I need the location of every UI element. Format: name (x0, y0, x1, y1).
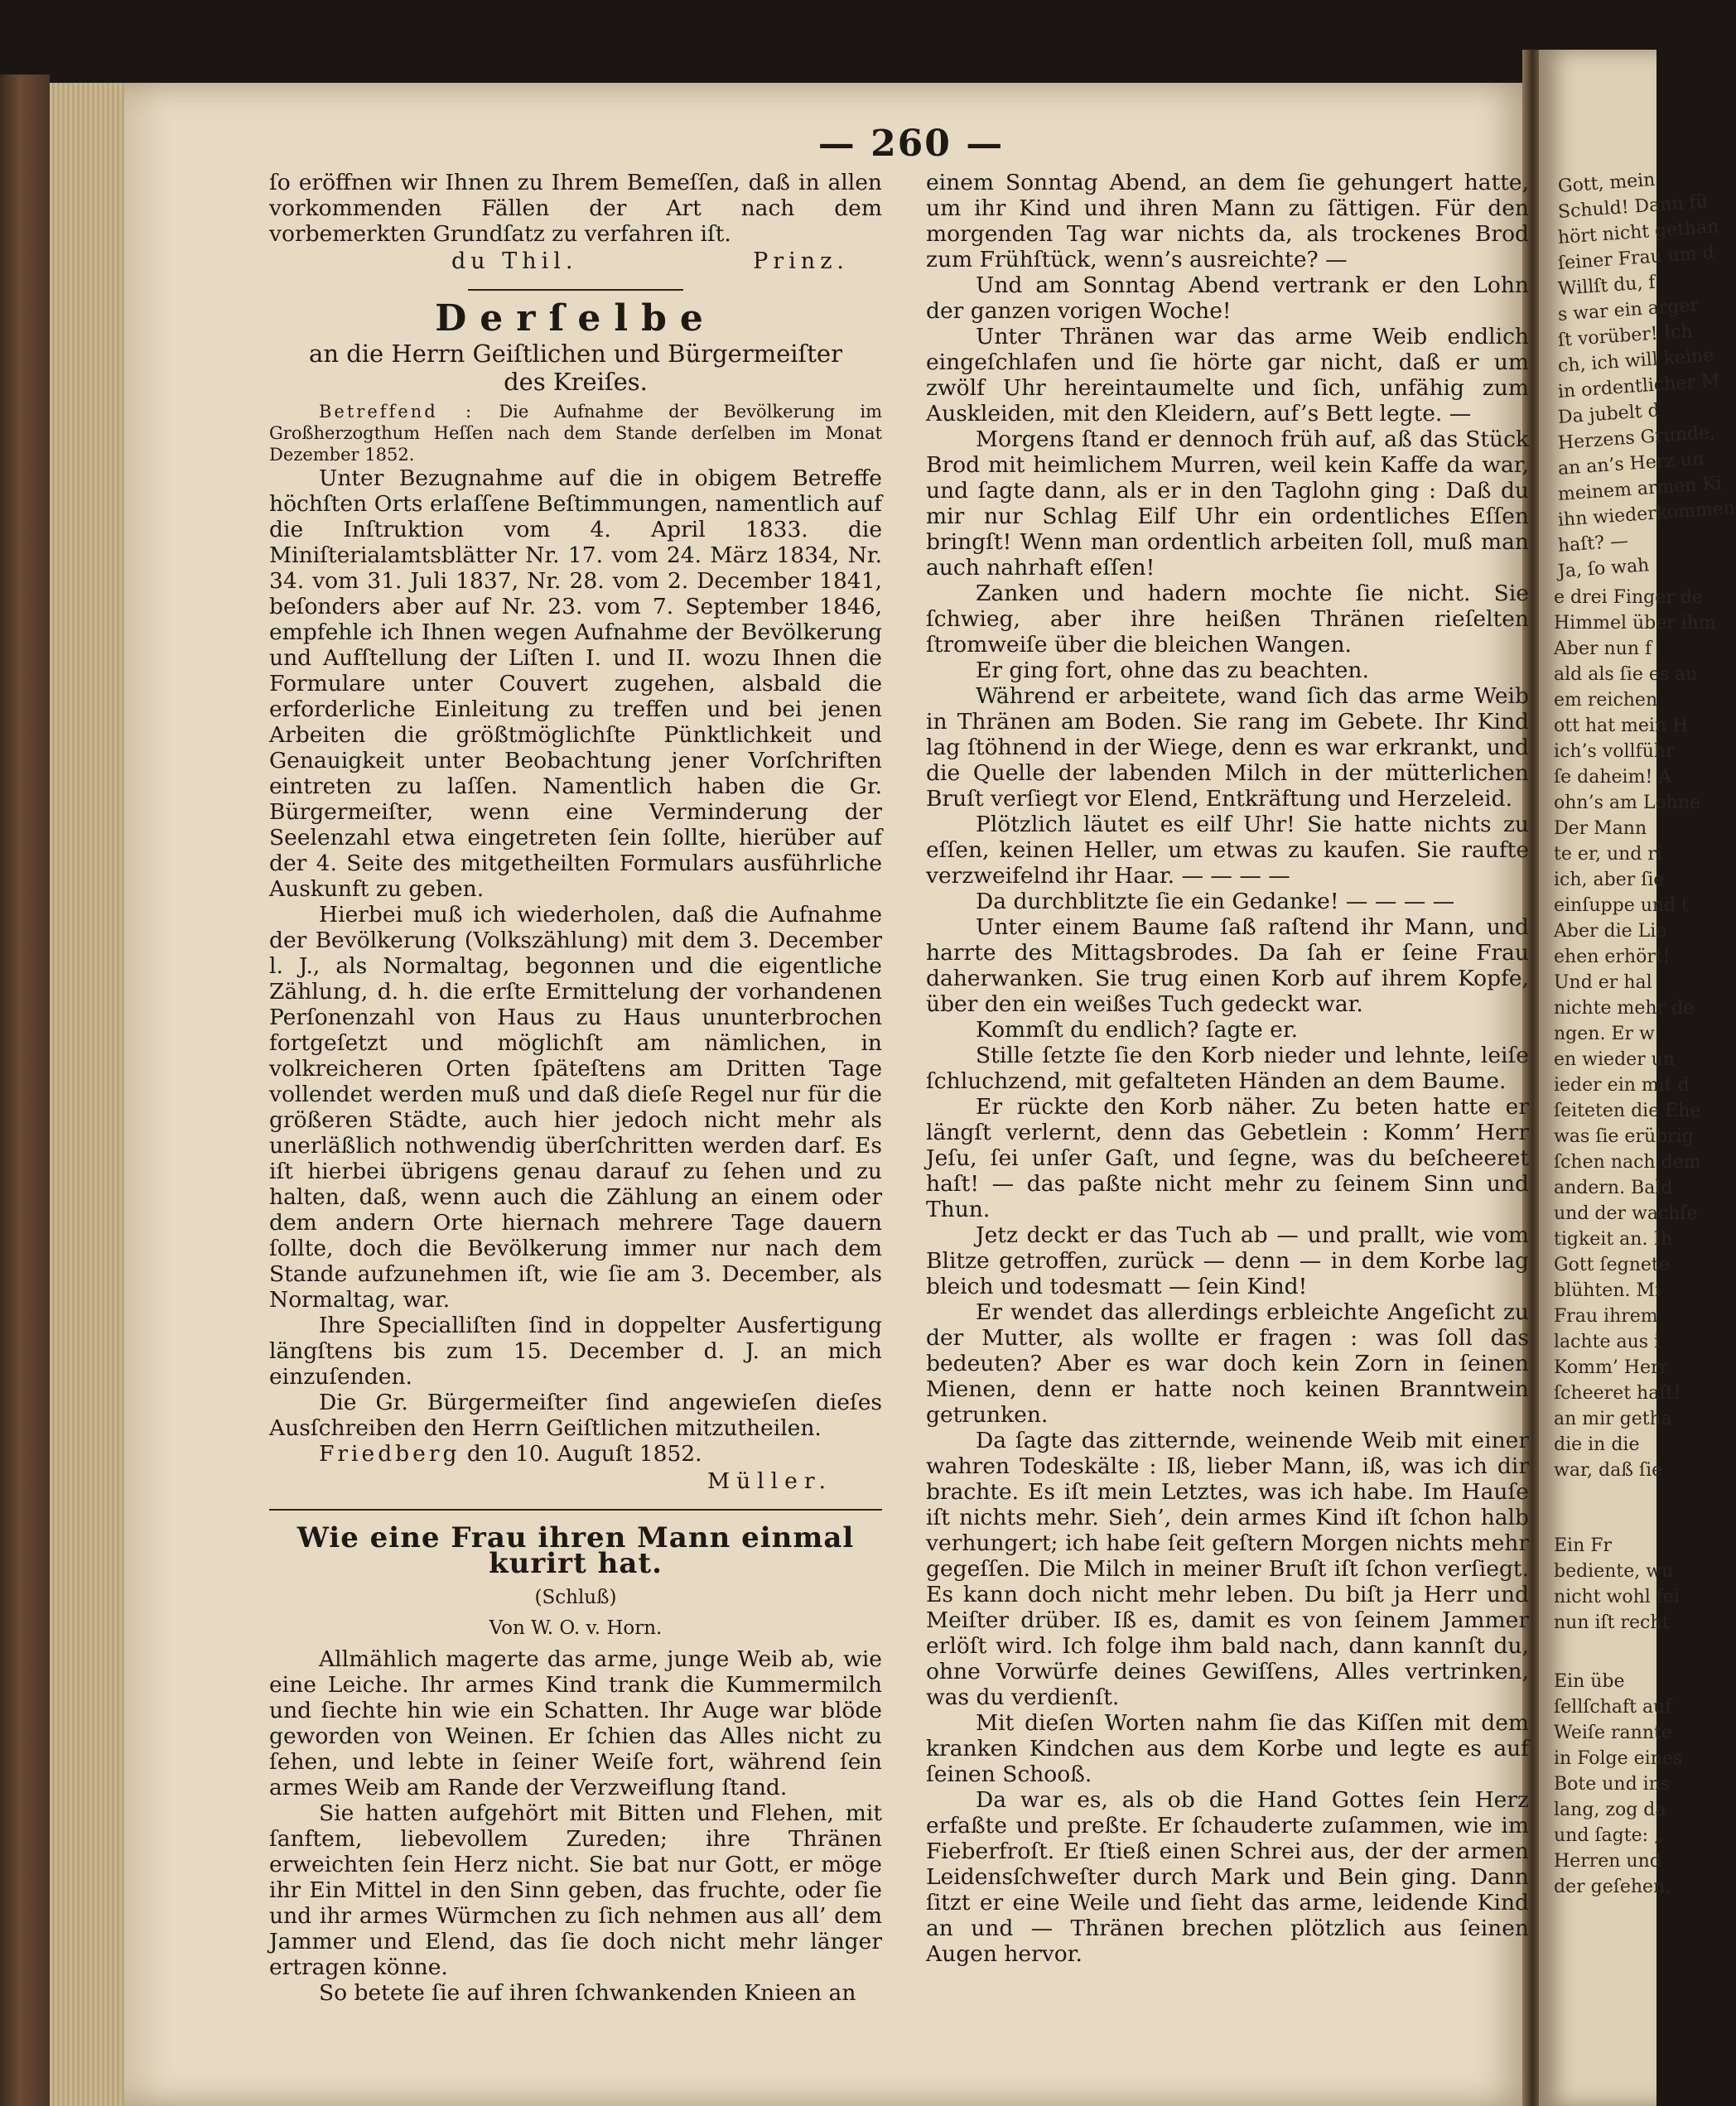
paragraph: Unter einem Baume ſaß raſtend ihr Mann, und harrte des Mittagsbrodes. Da ſah er ſeine Frau daherwanken. Sie trug einen Korb auf ihrem Kopfe, über den ein weißes Tuch gedeckt war. (926, 914, 1529, 1017)
paragraph: Morgens ſtand er dennoch früh auf, aß das Stück Brod mit heimlichem Murren, weil kein Kaffe da war, und ſagte dann, als er in den Taglohn ging : Daß du mir nur Schlag Eilf Uhr ein ordentliches Eſſen bringſt! Wenn man ordentlich arbeiten ſoll, muß man auch nahrhaft eſſen! (926, 427, 1529, 581)
next-page-fragment: Komm’ Herr (1554, 1357, 1669, 1378)
next-page-fragment: andern. Bald (1554, 1178, 1673, 1198)
paragraph: Während er arbeitete, wand ſich das arme Weib in Thränen am Boden. Sie rang im Gebete. Ihr Kind lag ſtöhnend in der Wiege, denn es war erkrankt, und die Quelle der labenden Milch in der mütterlichen Bruſt verſiegt vor Elend, Entkräftung und Herzeleid. (926, 683, 1529, 812)
next-page-fragment: einſuppe und t (1554, 895, 1689, 916)
next-page-fragment: ſeiteten die Ehe (1554, 1101, 1701, 1121)
next-page-fragment: und der wachſe (1554, 1203, 1698, 1224)
next-page-fragment: e drei Finger de (1554, 587, 1703, 608)
next-page-fragment: Frau ihrem (1554, 1306, 1658, 1327)
paragraph: Da durchblitzte ſie ein Gedanke! — — — — (976, 889, 1455, 914)
next-page-strip (1539, 50, 1736, 2106)
next-page-fragment: ch, ich will keine (1557, 345, 1715, 377)
story-note: (Schluß) (534, 1587, 617, 1608)
paragraph: Da ſagte das zitternde, weinende Weib mit einer wahren Todeskälte : Iß, lieber Mann, iß, was ich dir brachte. Es iſt mein Letztes, was ich habe. Im Hauſe iſt nichts mehr. Sieh’, dein armes Kind iſt ſchon halb verhungert; ich habe ſeit geſtern Morgen nichts mehr gegeſſen. Die Milch in meiner Bruſt iſt ſchon verſiegt. Es kann doch nicht mehr leben. Du biſt ja Herr und Meiſter drüber. Iß es, damit es von ſeinem Jammer erlöſt wird. Ich folge ihm bald nach, dann kannſt du, ohne Vorwürfe deines Gewiſſens, Alles vertrinken, was du verdienſt. (926, 1428, 1529, 1710)
next-page-fragment: Ja, ſo wah (1557, 555, 1651, 582)
next-page-fragment: ohn’s am Lohne (1554, 793, 1701, 813)
next-page-fragment: ott hat mein H (1554, 716, 1689, 736)
next-page-fragment: Willſt du, f (1557, 272, 1656, 300)
paragraph: einem Sonntag Abend, an dem ſie gehungert hatte, um ihr Kind und ihren Mann zu ſättigen. Für den morgenden Tag war nichts da, als trockenes Brod zum Frühſtück, wenn’s ausreichte? — (926, 170, 1529, 272)
divider (468, 289, 683, 291)
next-page-fragment: te er, und ri (1554, 844, 1662, 865)
signature-left: du Thil. (451, 248, 578, 274)
paragraph: Unter Thränen war das arme Weib endlich eingeſchlafen und ſie hörte gar nicht, daß er um zwölf Uhr hereintaumelte und ſich, unfähig zum Auskleiden, mit den Kleidern, auf’s Bett legte. — (926, 324, 1529, 427)
paragraph: Stille ſetzte ſie den Korb nieder und lehnte, leiſe ſchluchzend, mit gefalteten Händen an dem Baume. (926, 1043, 1529, 1094)
signature-line (269, 248, 882, 274)
date-line (269, 1441, 882, 1467)
date: den 10. Auguſt 1852. (466, 1441, 702, 1467)
next-page-fragment: ich, aber ſie (1554, 870, 1665, 890)
next-page-fragment: hört nicht gethan (1557, 216, 1720, 248)
signer: Müller. (706, 1468, 832, 1494)
next-page-fragment: ich’s vollführ (1554, 741, 1675, 762)
story-title: Wie eine Frau ihren Mann einmal kurirt hat. (297, 1521, 855, 1580)
next-page-fragment: ihn wiederkommen (1557, 498, 1736, 531)
next-page-fragment: nicht wohl fei (1554, 1587, 1681, 1607)
next-page-fragment: Schuld! Dann fü (1557, 191, 1709, 223)
paragraph: Unter Bezugnahme auf die in obigem Betreffe höchſten Orts erlaſſene Beſtimmungen, namentlich auf die Inſtruktion vom 4. April 1833. die Miniſterialamtsblätter Nr. 17. vom 24. März 1834, Nr. 34. vom 31. Juli 1837, Nr. 28. vom 2. December 1841, beſonders aber auf Nr. 23. vom 7. September 1846, empfehle ich Ihnen wegen Aufnahme der Bevölkerung und Aufſtellung der Liſten I. und II. wozu Ihnen die Formulare unter Couvert zugehen, alsbald die erforderliche Einleitung zu treffen und bei jenen Arbeiten die größtmöglichſte Pünktlichkeit und Genauigkeit unter Beobachtung jener Vorſchriften eintreten zu laſſen. Namentlich haben die Gr. Bürgermeiſter, wenn eine Verminderung der Seelenzahl etwa eingetreten ſein ſollte, hierüber auf der 4. Seite des mitgetheilten Formulars ausführliche Auskunft zu geben. (269, 465, 882, 902)
book-spine (0, 75, 50, 2106)
subject-label: Betreffend : (319, 402, 475, 422)
next-page-fragment: s war ein arger (1557, 295, 1700, 325)
next-page-fragment: ald als ſie es au (1554, 664, 1698, 685)
next-page-fragment: tigkeit an. Ih (1554, 1229, 1673, 1250)
signature-right: Prinz. (753, 248, 849, 274)
next-page-fragment: in Folge eines (1554, 1748, 1683, 1769)
next-page-fragment: ehen erhört! (1554, 947, 1671, 967)
next-page-fragment: nun iſt recht (1554, 1612, 1670, 1633)
next-page-fragment: ſeiner Frau um d (1557, 242, 1715, 274)
paragraph: Da war es, als ob die Hand Gottes ſein Herz erfaßte und preßte. Er ſchauderte zuſammen, wie im Fieberfroſt. Er ſtieß einen Schrei aus, der der armen Leidensſchweſter durch Mark und Bein ging. Dann ſitzt er eine Weile und ſieht das arme, leidende Kind an und — Thränen brechen plötzlich aus ſeinen Augen hervor. (926, 1787, 1529, 1967)
next-page-fragment: und ſagte: „ (1554, 1825, 1664, 1846)
next-page-fragment: ſchen nach dem (1554, 1152, 1701, 1173)
next-page-fragment: haſt? — (1557, 531, 1629, 557)
place-name: Friedberg (319, 1441, 461, 1467)
paragraph: Er rückte den Korb näher. Zu beten hatte er längſt verlernt, denn das Gebetlein : Komm’ Herr Jeſu, ſei unſer Gaſt, und ſegne, was du beſcheeret haſt! — das paßte nicht mehr zu ſeinem Sinn und Thun. (926, 1094, 1529, 1222)
next-page-fragment: ſe daheim! A (1554, 767, 1672, 788)
next-page-fragment: meinem armen Ki (1557, 473, 1723, 505)
next-page-fragment: was ſie erübrig (1554, 1126, 1694, 1147)
paragraph: Die Gr. Bürgermeiſter ſind angewieſen dieſes Ausſchreiben den Herrn Geiſtlichen mitzutheilen. (269, 1390, 882, 1441)
right-column (926, 170, 1529, 1967)
subject-text: Die Aufnahme der Bevölkerung im Großherzogthum Heſſen nach dem Stande derſelben im Monat Dezember 1852. (269, 402, 882, 465)
next-page-fragment: Da jubelt d (1557, 400, 1661, 428)
next-page-fragment: Himmel über ihm (1554, 613, 1716, 634)
paragraph: Jetz deckt er das Tuch ab — und prallt, wie vom Blitze getroffen, zurück — denn — in dem Korbe lag bleich und todesmatt — ſein Kind! (926, 1222, 1529, 1299)
next-page-fragment: war, daß ſie (1554, 1460, 1663, 1481)
next-page-fragment: bediente, wu (1554, 1561, 1674, 1582)
next-page-fragment: Und er hal (1554, 972, 1652, 993)
paragraph: Kommſt du endlich? ſagte er. (976, 1017, 1299, 1043)
next-page-fragment: der geſehen. (1554, 1877, 1671, 1897)
next-page-fragment: nichte mehr de (1554, 998, 1695, 1019)
next-page-fragment: Bote und ins (1554, 1774, 1671, 1795)
paragraph: Ihre Specialliſten ſind in doppelter Ausfertigung längſtens bis zum 15. December d. J. an mich einzuſenden. (269, 1313, 882, 1390)
next-page-fragment: Herren und (1554, 1851, 1661, 1872)
divider (269, 1509, 882, 1511)
next-page-fragment: Aber die Lie (1554, 921, 1667, 942)
next-page-fragment: in ordentlicher M (1557, 370, 1721, 402)
page-number: — 260 — (817, 123, 1005, 165)
next-page-fragment: em reichen (1554, 690, 1658, 711)
next-page-fragment: lang, zog da (1554, 1800, 1666, 1820)
section-heading: Derſelbe (435, 297, 716, 340)
next-page-fragment: ieder ein mit d (1554, 1075, 1690, 1096)
next-page-fragment: die in die (1554, 1434, 1640, 1455)
next-page-fragment: an mir getha (1554, 1409, 1672, 1429)
next-page-fragment: ſt vorüber! Ich (1557, 320, 1694, 351)
story-author: Von W. O. v. Horn. (489, 1617, 663, 1639)
section-subtitle: an die Herrn Geiſtlichen und Bürgermeiſter des Kreiſes. (309, 340, 842, 396)
paragraph: Zanken und hadern mochte ſie nicht. Sie ſchwieg, aber ihre heißen Thränen rieſelten ſtromweiſe über die bleichen Wangen. (926, 581, 1529, 658)
next-page-fragment: Gott ſegnete (1554, 1255, 1670, 1275)
intro-paragraph: ſo eröffnen wir Ihnen zu Ihrem Bemeſſen, daß in allen vorkommenden Fällen der Art nach dem vorbemerkten Grundſatz zu verfahren iſt. (269, 170, 882, 247)
next-page-fragment: Gott, mein (1557, 169, 1656, 197)
next-page-fragment: ſcheeret haſt! (1554, 1383, 1681, 1404)
left-column (269, 170, 882, 2006)
paragraph: Er ging fort, ohne das zu beachten. (976, 658, 1369, 683)
paragraph: Sie hatten aufgehört mit Bitten und Flehen, mit ſanftem, liebevollem Zureden; ihre Thränen erweichten ſein Herz nicht. Sie bat nur Gott, er möge ihr Ein Mittel in den Sinn geben, das fruchte, oder ſie und ihr armes Würmchen zu ſich nehmen aus all’ dem Jammer und Elend, das ſie doch nicht mehr länger ertragen könne. (269, 1800, 882, 1980)
next-page-fragment: Weiſe rannte (1554, 1723, 1672, 1743)
next-page-fragment: Ein übe (1554, 1671, 1625, 1692)
paragraph: Allmählich magerte das arme, junge Weib ab, wie eine Leiche. Ihr armes Kind trank die Kummermilch und ſiechte hin wie ein Schatten. Ihr Auge war blöde geworden von Weinen. Er ſchien das Alles nicht zu ſehen, und lebte in ſeiner Weiſe fort, während ſein armes Weib am Rande der Verzweiflung ſtand. (269, 1646, 882, 1800)
next-page-fragment: en wieder un (1554, 1049, 1676, 1070)
next-page-fragment: ſellſchaft auf (1554, 1697, 1672, 1718)
paragraph: Plötzlich läutet es eilf Uhr! Sie hatte nichts zu eſſen, keinen Heller, um etwas zu kaufen. Sie raufte verzweifelnd ihr Haar. — — — — (926, 812, 1529, 889)
paragraph: So betete ſie auf ihren ſchwankenden Knieen an (319, 1980, 856, 2006)
next-page-fragment: lachte aus i (1554, 1332, 1661, 1352)
next-page-fragment: Herzens Grunde, (1557, 422, 1716, 454)
paragraph: Mit dieſen Worten nahm ſie das Kiſſen mit dem kranken Kindchen aus dem Korbe und legte es auf ſeinen Schooß. (926, 1710, 1529, 1787)
next-page-fragment: blühten. Mi (1554, 1280, 1661, 1301)
next-page-fragment: an an’s Herz un (1557, 448, 1705, 480)
next-page-fragment: Der Mann (1554, 818, 1647, 839)
paragraph: Hierbei muß ich wiederholen, daß die Aufnahme der Bevölkerung (Volkszählung) mit dem 3. December l. J., als Normaltag, begonnen und die eigentliche Zählung, d. h. die erſte Ermittelung der vorhandenen Perſonenzahl von Haus zu Haus ununterbrochen fortgeſetzt und möglichſt am nämlichen, in volkreicheren Orten ſpäteſtens am Dritten Tage vollendet werden muß und daß dieſe Regel nur für die größeren Städte, auch hier jedoch nicht mehr als unerläßlich nothwendig überſchritten werden darf. Es iſt hierbei übrigens genau darauf zu ſehen und zu halten, daß, wenn auch die Zählung an einem oder dem andern Orte hiernach mehrere Tage dauern ſollte, doch die Bevölkerung immer nur nach dem Stande aufzunehmen iſt, wie ſie am 3. December, als Normaltag, war. (269, 902, 882, 1313)
next-page-fragment: Aber nun f (1554, 639, 1652, 659)
subject-line (269, 401, 882, 465)
paragraph: Er wendet das allerdings erbleichte Angeſicht zu der Mutter, als wollte er fragen : was ſoll das bedeuten? Aber es war doch kein Zorn in ſeinen Mienen, denn er hatte noch keinen Branntwein getrunken. (926, 1299, 1529, 1428)
next-page-fragment: ngen. Er w (1554, 1024, 1655, 1044)
next-page-fragment: Ein Fr (1554, 1535, 1613, 1556)
paragraph: Und am Sonntag Abend vertrank er den Lohn der ganzen vorigen Woche! (926, 272, 1529, 324)
